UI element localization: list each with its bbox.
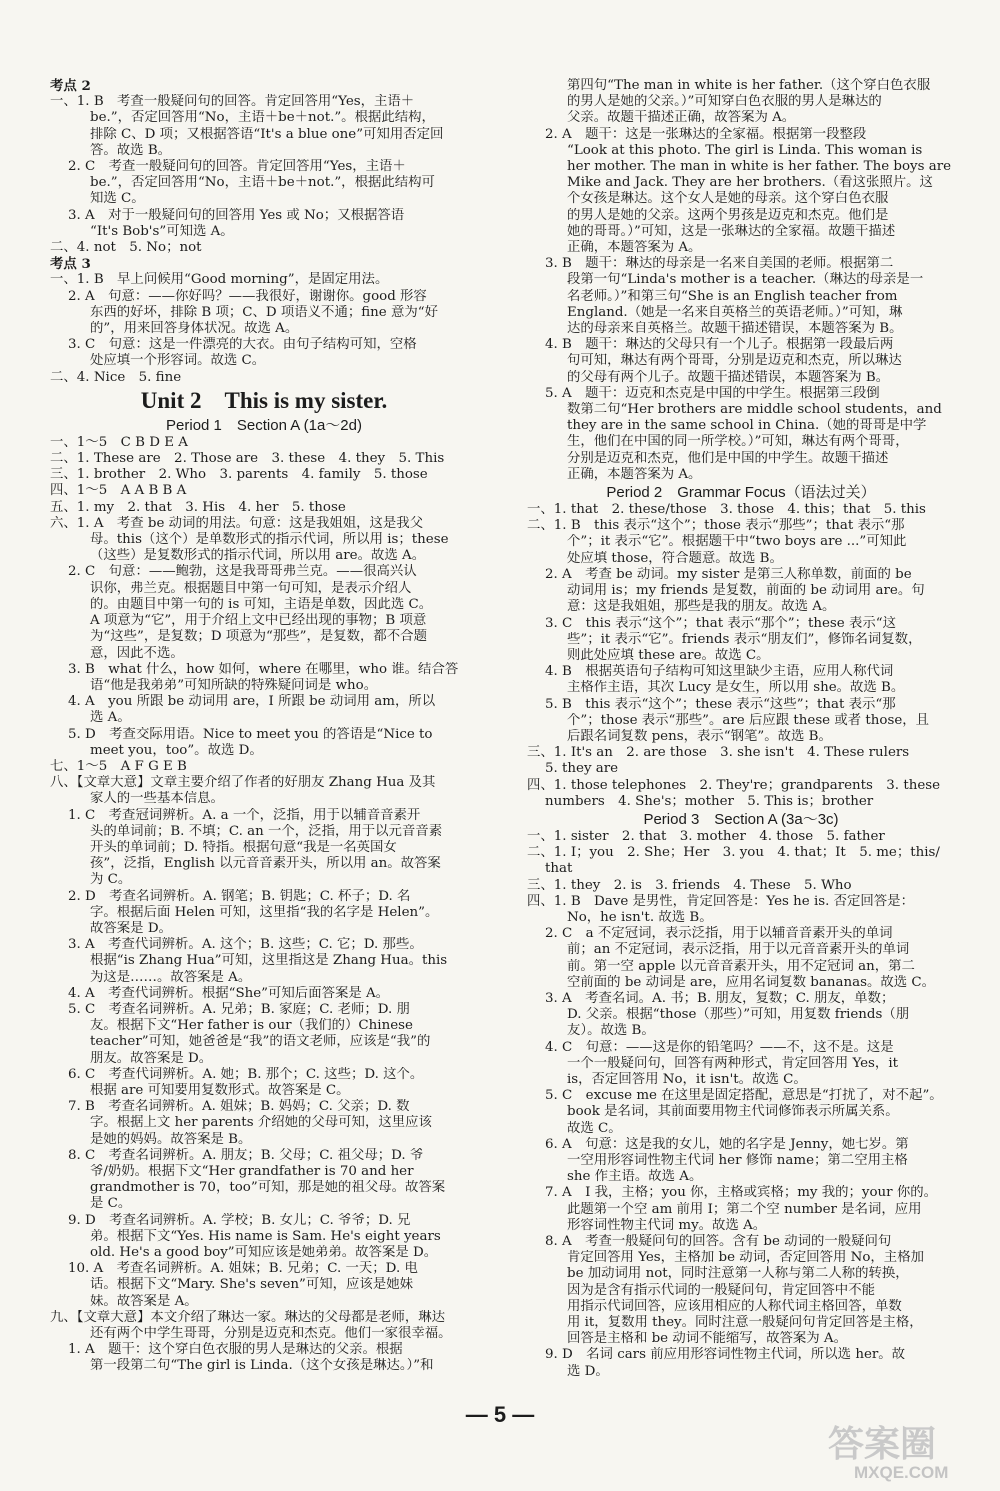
right-column xyxy=(527,78,955,1380)
text-line: 1. A 题干：这个穿白色衣服的男人是琳达的父亲。根据 xyxy=(68,1342,403,1358)
text-line: 2. A 考查 be 动词。my sister 是第三人称单数，前面的 be xyxy=(545,566,912,582)
text-line: 还有两个中学生哥哥，分别是迈克和杰克。他们一家很幸福。 xyxy=(90,1326,452,1342)
text-line: 一个一般疑问句，回答有两种形式，肯定回答用 Yes，it xyxy=(567,1055,898,1071)
text-line: 8. A 考查一般疑问句的回答。含有 be 动词的一般疑问句 xyxy=(545,1234,892,1250)
text-line: “It's Bob's”可知选 A。 xyxy=(90,223,234,239)
text-line: 一、1. sister 2. that 3. mother 4. those 5. father xyxy=(527,828,885,844)
text-line: 一、1. B 考查一般疑问句的回答。肯定回答用“Yes，主语＋ xyxy=(50,94,415,110)
text-line: 二、1. I；you 2. She；Her 3. you 4. that；It 5. me；this/ xyxy=(527,845,940,861)
text-line: 前。第一空 apple 以元音音素开头，用不定冠词 an，第二 xyxy=(567,958,915,974)
text-line: 个女孩是琳达。这个女人是她的母亲。这个穿白色衣服 xyxy=(567,191,889,207)
text-line: they are in the same school in China.（她的哥哥是中学 xyxy=(567,418,927,434)
unit-title: Unit 2 This is my sister. xyxy=(140,387,388,413)
text-line: 个”；those 表示“那些”。are 后应跟 these 或者 those，且 xyxy=(567,712,930,728)
text-line: 后跟名词复数 pens，表示“钢笔”。故选 B。 xyxy=(567,728,832,744)
text-line: 4. A 考查代词辨析。根据“She”可知后面答案是 A。 xyxy=(68,985,390,1001)
text-line: she 作主语。故选 A。 xyxy=(567,1169,703,1185)
text-line: 4. C 句意：——这是你的铅笔吗？——不，这不是。这是 xyxy=(545,1039,894,1055)
text-line: 弟。根据下文“Yes. His name is Sam. He's eight years xyxy=(90,1228,441,1244)
text-line: 开头的单词前；D. 特指。根据句意“我是一名英国女 xyxy=(90,839,397,855)
text-line: old. He's a good boy”可知应该是她弟弟。故答案是 D。 xyxy=(90,1245,438,1261)
text-line: 处应填 those，符合题意。故选 B。 xyxy=(567,550,783,566)
text-line: 故答案是 D。 xyxy=(90,920,172,936)
text-line: 知选 C。 xyxy=(90,191,145,207)
text-line: 一、1～5 C B D E A xyxy=(50,434,188,450)
text-line: 段第一句“Linda's mother is a teacher.（琳达的母亲是一 xyxy=(567,272,924,288)
text-line: 她的哥哥。）”可知，这是一张琳达的全家福。故题干描述 xyxy=(567,223,896,239)
text-line: 数第二句“Her brothers are middle school students，and xyxy=(567,402,942,418)
text-line: 2. C 考查一般疑问句的回答。肯定回答用“Yes，主语＋ xyxy=(68,159,406,175)
text-line: that xyxy=(545,861,573,877)
text-line: 前；an 不定冠词，表示泛指，用于以元音音素开头的单词 xyxy=(567,942,910,958)
text-line: 则此处应填 these are。故选 C。 xyxy=(567,647,770,663)
text-line: 话。根据下文“Mary. She's seven”可知，应该是她妹 xyxy=(90,1277,413,1293)
text-line: 动词用 is；my friends 是复数，前面的 be 动词用 are。句 xyxy=(567,583,925,599)
text-line: 2. C a 不定冠词，表示泛指，用于以辅音音素开头的单词 xyxy=(545,926,893,942)
text-line: 一、1. B 早上问候用“Good morning”，是固定用法。 xyxy=(50,272,389,288)
text-line: 10. A 考查名词辨析。A. 姐妹；B. 兄弟；C. 一天；D. 电 xyxy=(68,1261,418,1277)
text-line: 3. B what 什么，how 如何，where 在哪里，who 谁。结合答 xyxy=(68,661,459,677)
text-line: 二、1. These are 2. Those are 3. these 4. they 5. This xyxy=(50,451,445,467)
text-line: meet you，too”。故选 D。 xyxy=(90,742,263,758)
text-line: 字。根据后面 Helen 可知，这里指“我的名字是 Helen”。 xyxy=(90,904,439,920)
text-line: 2. C 句意：——鲍勃，这是我哥哥弗兰克。——很高兴认 xyxy=(68,564,417,580)
text-line: 头的单词前；B. 不填；C. an 一个，泛指，用于以元音音素 xyxy=(90,823,443,839)
left-column xyxy=(50,78,478,1375)
text-line: 一、1. that 2. these/those 3. those 4. this；that 5. this xyxy=(527,502,926,518)
text-line: 5. D 考查交际用语。Nice to meet you 的答语是“Nice to xyxy=(68,726,433,742)
text-line: 5. A 题干：迈克和杰克是中国的中学生。根据第三段倒 xyxy=(545,385,880,401)
text-line: 根据 are 可知要用复数形式。故答案是 C。 xyxy=(90,1082,350,1098)
text-line: 正确，本题答案为 A。 xyxy=(567,240,702,256)
text-line: 空前面的 be 动词是 are，应用名词复数 bananas。故选 C。 xyxy=(567,974,936,990)
text-line: 四、1～5 A A B B A xyxy=(50,483,187,499)
text-line: is，否定回答用 No，it isn't。故选 C。 xyxy=(567,1071,807,1087)
text-line: 2. A 题干：这是一张琳达的全家福。根据第一段整段 xyxy=(545,126,867,142)
text-line: grandmother is 70，too”可知，那是她的祖父母。故答案 xyxy=(90,1180,446,1196)
text-line: 三、1. brother 2. Who 3. parents 4. family 5. those xyxy=(50,467,428,483)
text-line: 是她的妈妈。故答案是 B。 xyxy=(90,1131,252,1147)
text-line: 的男人是她的父亲。）”可知穿白色衣服的男人是琳达的 xyxy=(567,94,882,110)
text-line: 七、1～5 A F G E B xyxy=(50,758,187,774)
text-line: 爷/奶奶。根据下文“Her grandfather is 70 and her xyxy=(90,1164,414,1179)
text-line: 朋友。故答案是 D。 xyxy=(90,1050,213,1066)
text-line: 八、【文章大意】文章主要介绍了作者的好朋友 Zhang Hua 及其 xyxy=(50,775,436,791)
text-line: Mike and Jack. They are her brothers.（看这张照片。这 xyxy=(567,175,933,191)
text-line: 友。根据下文“Her father is our（我们的）Chinese xyxy=(90,1018,413,1034)
text-line: 的父母有两个儿子。故题干描述错误，本题答案为 B。 xyxy=(567,369,890,385)
text-line: 的男人是她的父亲。这两个男孩是迈克和杰克。他们是 xyxy=(567,207,889,223)
text-line: 主格作主语，其次 Lucy 是女生，所以用 she。故选 B。 xyxy=(567,680,905,696)
text-line: “Look at this photo. The girl is Linda. This woman is xyxy=(567,142,923,158)
text-line: 7. A I 我，主格；you 你，主格或宾格；my 我的；your 你的。 xyxy=(545,1185,937,1201)
text-line: 9. D 名词 cars 前应用形容词性物主代词，所以选 her。故 xyxy=(545,1347,906,1363)
text-line: D. 父亲。根据“those（那些）”可知，用复数 friends（朋 xyxy=(567,1007,910,1023)
text-line: 一空用形容词性物主代词 her 修饰 name；第二空用主格 xyxy=(567,1153,908,1168)
text-line: 3. C 句意：这是一件漂亮的大衣。由句子结构可知，空格 xyxy=(68,337,417,353)
text-line: 些”；it 表示“它”。friends 表示“朋友们”，修饰名词复数， xyxy=(567,631,922,647)
text-line: 友）。故选 B。 xyxy=(567,1023,655,1039)
text-line: 识你，弗兰克。根据题目中第一句可知，是表示介绍人 xyxy=(90,580,412,596)
period-heading: Period 2 Grammar Focus（语法过关） xyxy=(606,484,876,502)
text-line: 二、4. Nice 5. fine xyxy=(50,369,182,385)
text-line: be 加动词用 not，同时注意第一人称与第二人称的转换， xyxy=(567,1266,909,1282)
watermark-logo-text: 答案圈 xyxy=(828,1423,937,1464)
text-line: （这些）是复数形式的指示代词，所以用 are。故选 A。 xyxy=(90,548,426,564)
text-line: 句可知，琳达有两个哥哥，分别是迈克和杰克，所以琳达 xyxy=(567,353,902,369)
text-line: 是 C。 xyxy=(90,1196,132,1212)
text-line: 名老师。）”和第三句“She is an English teacher from xyxy=(567,288,898,304)
text-line: 选 D。 xyxy=(567,1363,609,1379)
text-line: 第一段第二句“The girl is Linda.（这个女孩是琳达。）”和 xyxy=(90,1358,434,1374)
text-line: 回答是主格和 be 动词不能缩写，故答案为 A。 xyxy=(567,1331,847,1347)
text-line: 8. C 考查名词辨析。A. 朋友；B. 父母；C. 祖父母；D. 爷 xyxy=(68,1147,424,1163)
text-line: 字。根据上文 her parents 介绍她的父母可知，这里应该 xyxy=(90,1115,432,1131)
text-line: 语“他是我弟弟”可知所缺的特殊疑问词是 who。 xyxy=(90,677,378,693)
text-line: 意，因此不选。 xyxy=(90,645,184,661)
text-line: 六、1. A 考查 be 动词的用法。句意：这是我姐姐，这是我父 xyxy=(50,515,424,531)
text-line: 东西的好坏，排除 B 项；C、D 项语义不通；fine 意为“好 xyxy=(90,304,438,320)
text-line: 四、1. those telephones 2. They're；grandparents 3. these xyxy=(527,777,941,793)
text-line: 二、1. B this 表示“这个”；those 表示“那些”；that 表示“那 xyxy=(527,518,905,534)
text-line: 妹。故答案是 A。 xyxy=(90,1293,198,1309)
text-line: 选 A。 xyxy=(90,710,131,726)
text-line: 肯定回答用 Yes，主格加 be 动词，否定回答用 No，主格加 xyxy=(567,1250,924,1266)
section-heading: 考点 2 xyxy=(50,78,91,94)
text-line: 意：这是我姐姐，那些是我的朋友。故选 A。 xyxy=(567,599,836,615)
text-line: 三、1. It's an 2. are those 3. she isn't 4. These rulers xyxy=(527,745,910,761)
text-line: A 项意为“它”，用于介绍上文中已经出现的事物；B 项意 xyxy=(90,613,427,629)
text-line: 父亲。故题干描述正确，故答案为 A。 xyxy=(567,110,796,126)
text-line: 答。故选 B。 xyxy=(90,142,172,158)
text-line: 生，他们在中国的同一所学校。）”可知，琳达有两个哥哥， xyxy=(567,434,909,450)
text-line: 为 C。 xyxy=(90,872,132,888)
text-line: 为这是……。故答案是 A。 xyxy=(90,969,252,985)
text-line: 3. A 考查代词辨析。A. 这个；B. 这些；C. 它；D. 那些。 xyxy=(68,937,423,953)
text-line: be.”，否定回答用“No，主语＋be＋not.”。根据此结构， xyxy=(90,110,435,126)
text-line: 4. B 题干：琳达的父母只有一个儿子。根据第一段最后两 xyxy=(545,337,894,353)
period-heading: Period 3 Section A (3a～3c) xyxy=(643,810,839,828)
watermark-url: MXQE.COM xyxy=(854,1463,949,1482)
text-line: 3. C this 表示“这个”；that 表示“那个”；these 表示“这 xyxy=(545,615,896,631)
text-line: 正确，本题答案为 A。 xyxy=(567,466,702,482)
text-line: numbers 4. She's；mother 5. This is；brother xyxy=(545,793,874,809)
text-line: 3. B 题干：琳达的母亲是一名来自美国的老师。根据第二 xyxy=(545,256,894,272)
text-line: 9. D 考查名词辨析。A. 学校；B. 女儿；C. 爷爷；D. 兄 xyxy=(68,1212,411,1228)
text-line: 孩”，泛指，English 以元音音素开头，所以用 an。故答案 xyxy=(90,856,441,872)
text-line: 的”，用来回答身体状况。故选 A。 xyxy=(90,321,299,337)
text-line: 达的母亲来自英格兰。故题干描述错误，本题答案为 B。 xyxy=(567,321,903,337)
text-line: her mother. The man in white is her father. The boys are xyxy=(567,159,952,175)
page-number: — 5 — xyxy=(465,1402,535,1427)
text-line: 4. A you 所跟 be 动词用 are，I 所跟 be 动词用 am，所以 xyxy=(68,694,436,710)
text-line: 用指示代词回答，应该用相应的人称代词主格回答，单数 xyxy=(567,1298,902,1314)
text-line: 为“这些”，是复数；D 项意为“那些”，是复数，都不合题 xyxy=(90,629,427,645)
text-line: 的。由题目中第一句的 is 可知，主语是单数，因此选 C。 xyxy=(90,596,433,612)
text-line: 此题第一个空 am 前用 I；第二个空 number 是名词，应用 xyxy=(567,1201,922,1217)
text-line: 5. C 考查名词辨析。A. 兄弟；B. 家庭；C. 老师；D. 朋 xyxy=(68,1001,410,1017)
text-line: teacher”可知，她爸爸是“我”的语文老师，应该是“我”的 xyxy=(90,1034,431,1050)
text-line: 2. A 句意：——你好吗？——我很好，谢谢你。good 形容 xyxy=(68,288,427,304)
text-line: 五、1. my 2. that 3. His 4. her 5. those xyxy=(50,499,346,515)
text-line: 家人的一些基本信息。 xyxy=(90,791,224,807)
text-line: 第四句“The man in white is her father.（这个穿白色衣服 xyxy=(567,78,931,93)
text-line: 2. D 考查名词辨析。A. 钢笔；B. 钥匙；C. 杯子；D. 名 xyxy=(68,888,411,904)
text-line: 3. A 对于一般疑问句的回答用 Yes 或 No；又根据答语 xyxy=(68,207,405,223)
text-line: 5. B this 表示“这个”；these 表示“这些”；that 表示“那 xyxy=(545,696,896,712)
text-line: 分别是迈克和杰克，他们是中国的中学生。故题干描述 xyxy=(567,450,889,466)
text-line: 3. A 考查名词。A. 书；B. 朋友，复数；C. 朋友，单数； xyxy=(545,990,895,1006)
text-line: England.（她是一名来自英格兰的英语老师。）”可知，琳 xyxy=(567,304,903,320)
period-heading: Period 1 Section A (1a～2d) xyxy=(166,416,362,434)
text-line: 个”；it 表示“它”。根据题干中“two boys are ...”可知此 xyxy=(567,534,907,550)
text-line: 形容词性物主代词 my。故选 A。 xyxy=(567,1217,767,1233)
text-line: 根据“is Zhang Hua”可知，这里指这是 Zhang Hua。this xyxy=(90,953,448,969)
text-line: 5. they are xyxy=(545,761,619,777)
text-line: 5. C excuse me 在这里是固定搭配，意思是“打扰了，对不起”。 xyxy=(545,1088,943,1104)
text-line: 处应填一个形容词。故选 C。 xyxy=(90,353,266,369)
text-line: 6. C 考查代词辨析。A. 她；B. 那个；C. 这些；D. 这个。 xyxy=(68,1066,424,1082)
text-line: be.”，否定回答用“No，主语＋be＋not.”，根据此结构可 xyxy=(90,175,435,191)
text-line: 6. A 句意：这是我的女儿，她的名字是 Jenny，她七岁。第 xyxy=(545,1136,909,1152)
text-line: 4. B 根据英语句子结构可知这里缺少主语，应用人称代词 xyxy=(545,664,894,680)
text-line: 母。this（这个）是单数形式的指示代词，所以用 is；these xyxy=(90,532,449,548)
text-line: 故选 C。 xyxy=(567,1120,622,1136)
text-line: 因为是含有指示代词的一般疑问句，肯定回答中不能 xyxy=(567,1282,875,1298)
text-line: 7. B 考查名词辨析。A. 姐妹；B. 妈妈；C. 父亲；D. 数 xyxy=(68,1099,410,1115)
text-line: 三、1. they 2. is 3. friends 4. These 5. Who xyxy=(527,877,852,893)
section-heading: 考点 3 xyxy=(50,256,91,273)
text-line: 九、【文章大意】本文介绍了琳达一家。琳达的父母都是老师，琳达 xyxy=(50,1309,446,1325)
text-line: 1. C 考查冠词辨析。A. a 一个，泛指，用于以辅音音素开 xyxy=(68,807,421,823)
text-line: 四、1. B Dave 是男性，肯定回答是：Yes he is. 否定回答是： xyxy=(527,893,914,909)
text-line: 二、4. not 5. No；not xyxy=(50,240,202,256)
watermark xyxy=(820,1418,990,1484)
text-line: 用 it，复数用 they。同时注意一般疑问句肯定回答是主格， xyxy=(567,1315,923,1331)
text-line: 排除 C、D 项；又根据答语“It's a blue one”可知用否定回 xyxy=(90,126,444,142)
text-line: No，he isn't. 故选 B。 xyxy=(567,909,713,925)
text-line: book 是名词，其前面要用物主代词修饰表示所属关系。 xyxy=(567,1104,899,1120)
